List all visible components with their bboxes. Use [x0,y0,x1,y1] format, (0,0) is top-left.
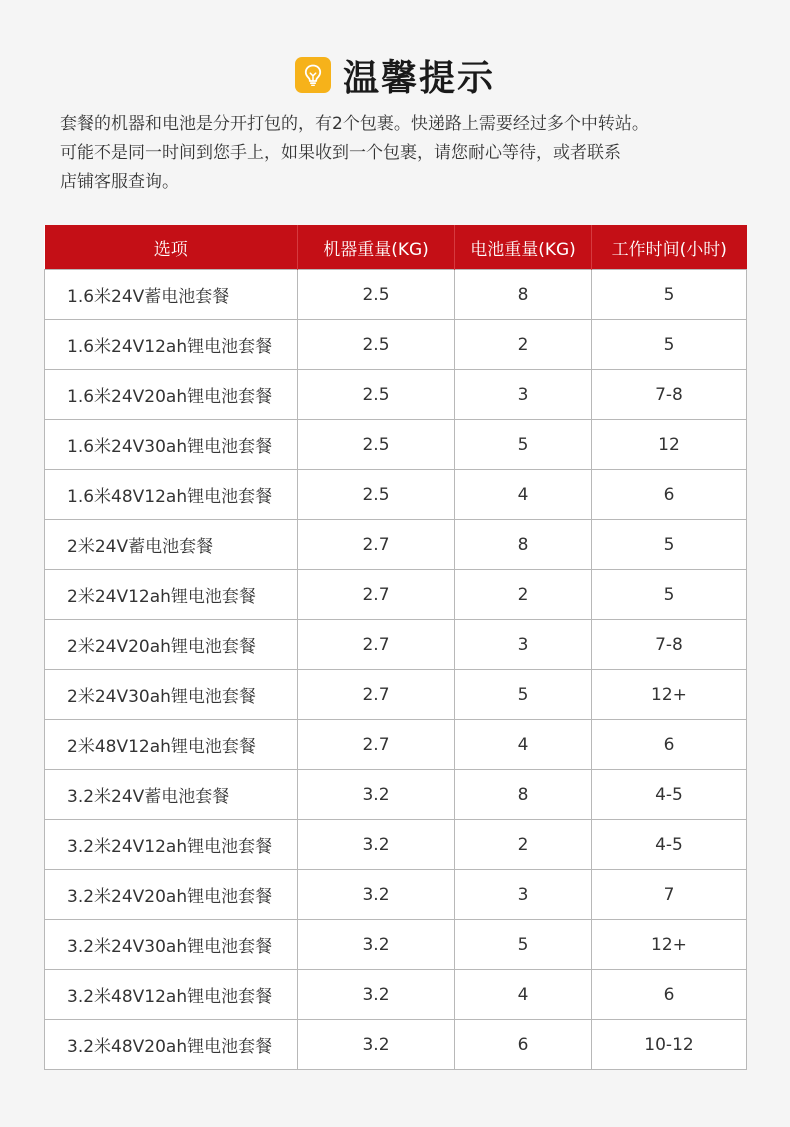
notice-text [60,110,760,197]
table-row [45,570,747,620]
working-time-cell: 6 [592,970,747,1020]
battery-weight-cell: 4 [455,970,592,1020]
table-row [45,870,747,920]
table-row [45,670,747,720]
option-cell: 3.2米24V30ah锂电池套餐 [45,920,298,970]
option-cell: 2米24V12ah锂电池套餐 [45,570,298,620]
notice-header [0,52,790,98]
machine-weight-cell: 2.7 [298,620,455,670]
option-cell: 3.2米48V12ah锂电池套餐 [45,970,298,1020]
package-table [44,225,746,1070]
table-row [45,420,747,470]
machine-weight-cell: 3.2 [298,820,455,870]
battery-weight-cell: 3 [455,620,592,670]
working-time-cell: 7-8 [592,370,747,420]
working-time-cell: 6 [592,470,747,520]
page-title: 温馨提示 [342,57,495,99]
battery-weight-cell: 5 [455,920,592,970]
table-row [45,620,747,670]
working-time-cell: 6 [592,720,747,770]
option-cell: 1.6米24V20ah锂电池套餐 [45,370,298,420]
column-header-working-time: 工作时间(小时) [592,225,747,270]
lightbulb-icon [295,57,331,93]
working-time-cell: 12+ [592,920,747,970]
table-row [45,470,747,520]
working-time-cell: 5 [592,520,747,570]
option-cell: 2米24V30ah锂电池套餐 [45,670,298,720]
notice-line: 店铺客服查询。 [60,172,179,192]
table-row [45,920,747,970]
working-time-cell: 7-8 [592,620,747,670]
working-time-cell: 7 [592,870,747,920]
option-cell: 1.6米24V12ah锂电池套餐 [45,320,298,370]
option-cell: 3.2米24V20ah锂电池套餐 [45,870,298,920]
option-cell: 1.6米24V30ah锂电池套餐 [45,420,298,470]
battery-weight-cell: 5 [455,420,592,470]
working-time-cell: 5 [592,320,747,370]
machine-weight-cell: 3.2 [298,1020,455,1070]
battery-weight-cell: 2 [455,320,592,370]
working-time-cell: 4-5 [592,820,747,870]
machine-weight-cell: 2.5 [298,420,455,470]
battery-weight-cell: 2 [455,570,592,620]
option-cell: 1.6米24V蓄电池套餐 [45,270,298,320]
machine-weight-cell: 2.5 [298,470,455,520]
column-header-option: 选项 [45,225,298,270]
table-header-row [45,225,747,270]
machine-weight-cell: 2.7 [298,720,455,770]
battery-weight-cell: 3 [455,870,592,920]
option-cell: 3.2米48V20ah锂电池套餐 [45,1020,298,1070]
table-row [45,770,747,820]
notice-line: 套餐的机器和电池是分开打包的，有2个包裹。快递路上需要经过多个中转站。 [60,114,649,134]
table-row [45,720,747,770]
machine-weight-cell: 2.7 [298,670,455,720]
working-time-cell: 12+ [592,670,747,720]
working-time-cell: 5 [592,570,747,620]
working-time-cell: 10-12 [592,1020,747,1070]
working-time-cell: 5 [592,270,747,320]
table-row [45,820,747,870]
battery-weight-cell: 6 [455,1020,592,1070]
option-cell: 3.2米24V12ah锂电池套餐 [45,820,298,870]
machine-weight-cell: 2.5 [298,270,455,320]
machine-weight-cell: 3.2 [298,920,455,970]
notice-line: 可能不是同一时间到您手上，如果收到一个包裹，请您耐心等待，或者联系 [60,143,621,163]
table-row [45,1020,747,1070]
working-time-cell: 12 [592,420,747,470]
table-row [45,520,747,570]
machine-weight-cell: 2.5 [298,370,455,420]
battery-weight-cell: 8 [455,520,592,570]
machine-weight-cell: 3.2 [298,770,455,820]
machine-weight-cell: 3.2 [298,970,455,1020]
option-cell: 1.6米48V12ah锂电池套餐 [45,470,298,520]
option-cell: 2米48V12ah锂电池套餐 [45,720,298,770]
option-cell: 2米24V蓄电池套餐 [45,520,298,570]
battery-weight-cell: 4 [455,470,592,520]
option-cell: 2米24V20ah锂电池套餐 [45,620,298,670]
working-time-cell: 4-5 [592,770,747,820]
battery-weight-cell: 4 [455,720,592,770]
column-header-machine-weight: 机器重量(KG) [298,225,455,270]
battery-weight-cell: 5 [455,670,592,720]
table-row [45,320,747,370]
column-header-battery-weight: 电池重量(KG) [455,225,592,270]
battery-weight-cell: 8 [455,270,592,320]
option-cell: 3.2米24V蓄电池套餐 [45,770,298,820]
machine-weight-cell: 2.5 [298,320,455,370]
battery-weight-cell: 8 [455,770,592,820]
battery-weight-cell: 3 [455,370,592,420]
table-row [45,270,747,320]
battery-weight-cell: 2 [455,820,592,870]
machine-weight-cell: 2.7 [298,520,455,570]
machine-weight-cell: 2.7 [298,570,455,620]
machine-weight-cell: 3.2 [298,870,455,920]
table-row [45,370,747,420]
table-row [45,970,747,1020]
